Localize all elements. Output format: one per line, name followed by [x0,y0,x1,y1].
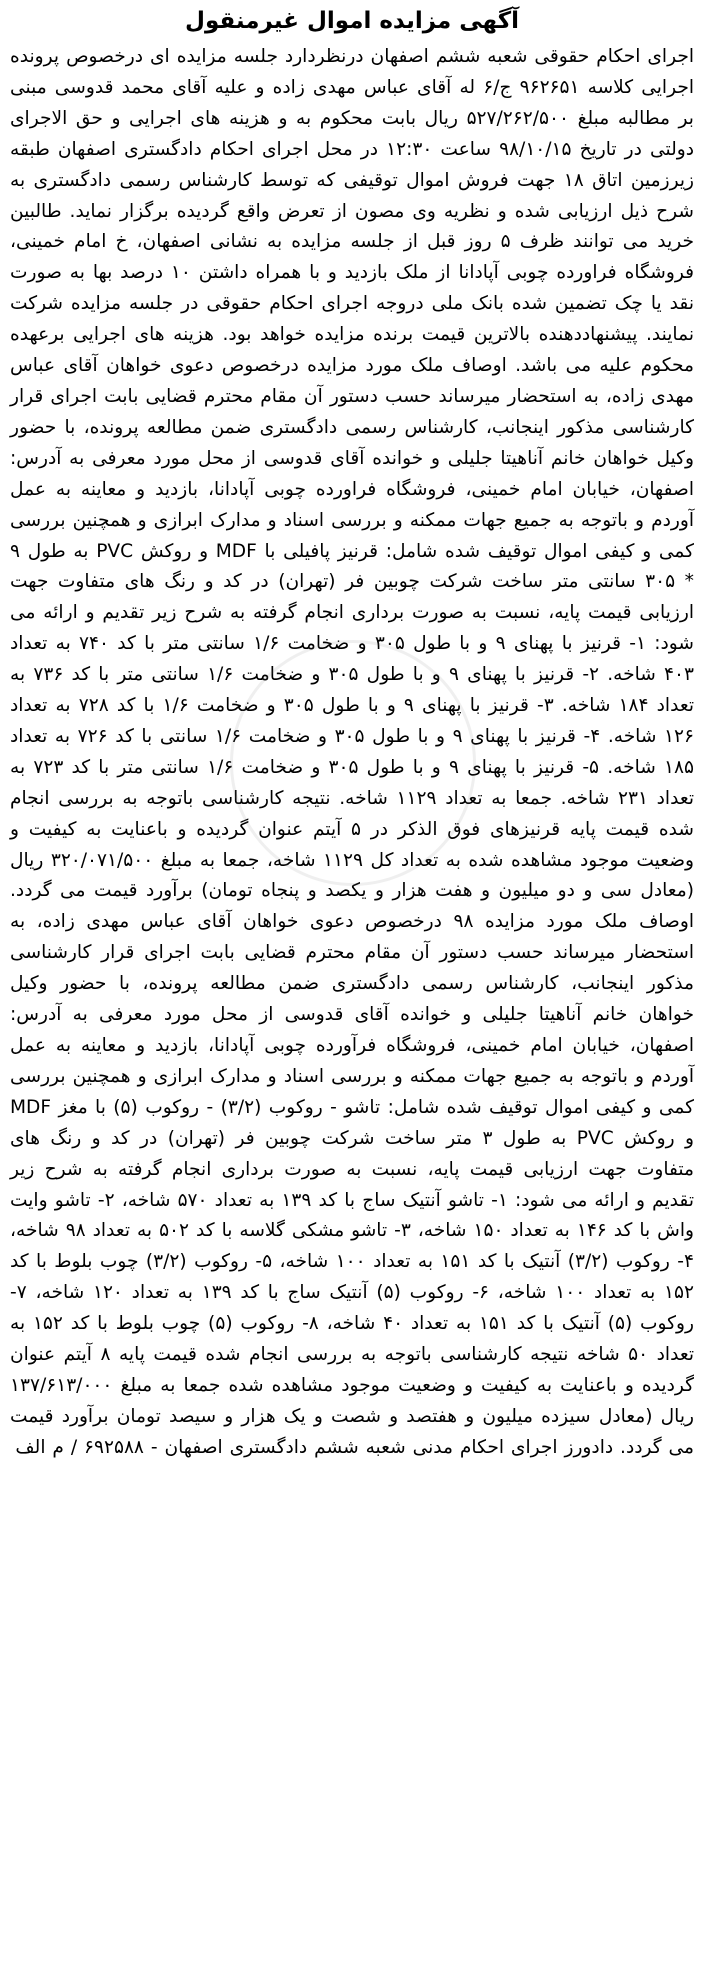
notice-title: آگهی مزایده اموال غیرمنقول [184,8,520,34]
notice-body: اجرای احکام حقوقی شعبه ششم اصفهان درنظردارد جلسه مزایده ای درخصوص پرونده اجرایی کلاسه ۹۶۲۶۵۱ ج/۶ له آقای عباس مهدی زاده و علیه آقای محمد قدوسی مبنی بر مطالبه مبلغ ۵۲۷/۲۶۲/۵۰۰ ریال بابت محکوم به و هزینه های اجرایی و حق الاجرای دولتی در تاریخ ۹۸/۱۰/۱۵ ساعت ۱۲:۳۰ در محل اجرای احکام دادگستری اصفهان طبقه زیرزمین اتاق ۱۸ جهت فروش اموال توقیفی که توسط کارشناس رسمی دادگستری به شرح ذیل ارزیابی شده و نظریه وی مصون از تعرض واقع گردیده برگزار نماید. طالبین خرید می توانند ظرف ۵ روز قبل از جلسه مزایده به نشانی اصفهان، خ امام خمینی، فروشگاه فراورده چوبی آپادانا از ملک بازدید و با همراه داشتن ۱۰ درصد بها به صورت نقد یا چک تضمین شده بانک ملی دروجه اجرای احکام حقوقی در جلسه مزایده شرکت نمایند. پیشنهاددهنده بالاترین قیمت برنده مزایده خواهد بود. هزینه های اجرایی برعهده محکوم علیه می باشد. اوصاف ملک مورد مزایده درخصوص دعوی خواهان آقای عباس مهدی زاده، به استحضار میرساند حسب دستور آن مقام محترم قضایی بابت اجرای قرار کارشناسی مذکور اینجانب، کارشناس رسمی دادگستری ضمن مطالعه پرونده، با حضور وکیل خواهان خانم آناهیتا جلیلی و خوانده آقای قدوسی از محل مورد معرفی به آدرس: اصفهان، خیابان امام خمینی، فروشگاه فراورده چوبی آپادانا، بازدید و معاینه به عمل آوردم و باتوجه به جمیع جهات ممکنه و بررسی اسناد و مدارک ابرازی و همچنین بررسی کمی و کیفی اموال توقیف شده شامل: قرنیز پافیلی با MDF و روکش PVC به طول ۹ * ۳۰۵ سانتی متر ساخت شرکت چوبین فر (تهران) در کد و رنگ های متفاوت جهت ارزیابی قیمت پایه، نسبت به صورت برداری انجام گرفته به شرح زیر تقدیم و ارائه می شود: ۱- قرنیز با پهنای ۹ و با طول ۳۰۵ و ضخامت ۱/۶ سانتی متر با کد ۷۴۰ به تعداد ۴۰۳ شاخه. ۲- قرنیز با پهنای ۹ و با طول ۳۰۵ و ضخامت ۱/۶ سانتی متر با کد ۷۳۶ به تعداد ۱۸۴ شاخه. ۳- قرنیز با پهنای ۹ و با طول ۳۰۵ و ضخامت ۱/۶ با کد ۷۲۸ به تعداد ۱۲۶ شاخه. ۴- قرنیز با پهنای ۹ و با طول ۳۰۵ و ضخامت ۱/۶ سانتی با کد ۷۲۶ به تعداد ۱۸۵ شاخه. ۵- قرنیز با پهنای ۹ و با طول ۳۰۵ و ضخامت ۱/۶ سانتی متر با کد ۷۲۳ به تعداد ۲۳۱ شاخه. جمعا به تعداد ۱۱۲۹ شاخه. نتیجه کارشناسی باتوجه به بررسی انجام شده قیمت پایه قرنیزهای فوق الذکر در ۵ آیتم عنوان گردیده و باعنایت به کیفیت و وضعیت موجود مشاهده شده به تعداد کل ۱۱۲۹ شاخه، جمعا به مبلغ ۳۲۰/۰۷۱/۵۰۰ ریال (معادل سی و دو میلیون و هفت هزار و یکصد و پنجاه تومان) برآورد قیمت می گردد. اوصاف ملک مورد مزایده ۹۸ درخصوص دعوی خواهان آقای عباس مهدی زاده، به استحضار میرساند حسب دستور آن مقام محترم قضایی بابت اجرای قرار کارشناسی مذکور اینجانب، کارشناس رسمی دادگستری ضمن مطالعه پرونده، با حضور وکیل خواهان خانم آناهیتا جلیلی و خوانده آقای قدوسی از محل مورد معرفی به آدرس: اصفهان، خیابان امام خمینی، فروشگاه فرآورده چوبی آپادانا، بازدید و معاینه به عمل آوردم و باتوجه به جمیع جهات ممکنه و بررسی اسناد و مدارک ابرازی و همچنین بررسی کمی و کیفی اموال توقیف شده شامل: تاشو - روکوب (۳/۲) - روکوب (۵) با مغز MDF و روکش PVC به طول ۳ متر ساخت شرکت چوبین فر (تهران) در کد و رنگ های متفاوت جهت ارزیابی قیمت پایه، نسبت به صورت برداری انجام گرفته به شرح زیر تقدیم و ارائه می شود: ۱- تاشو آنتیک ساج با کد ۱۳۹ به تعداد ۵۷۰ شاخه، ۲- تاشو وایت واش با کد ۱۴۶ به تعداد ۱۵۰ شاخه، ۳- تاشو مشکی گلاسه با کد ۵۰۲ به تعداد ۹۸ شاخه، ۴- روکوب (۳/۲) آنتیک با کد ۱۵۱ به تعداد ۱۰۰ شاخه، ۵- روکوب (۳/۲) چوب بلوط با کد ۱۵۲ به تعداد ۱۰۰ شاخه، ۶- روکوب (۵) آنتیک ساج با کد ۱۳۹ به تعداد ۱۲۰ شاخه، ۷- روکوب (۵) آنتیک با کد ۱۵۱ به تعداد ۴۰ شاخه، ۸- روکوب (۵) چوب بلوط با کد ۱۵۲ به تعداد ۵۰ شاخه نتیجه کارشناسی باتوجه به بررسی انجام شده قیمت پایه ۸ آیتم عنوان گردیده و باعنایت به کیفیت و وضعیت موجود مشاهده شده جمعا به مبلغ ۱۳۷/۶۱۳/۰۰۰ ریال (معادل سیزده میلیون و هفتصد و شصت و یک هزار و سیصد تومان برآورد قیمت می گردد. دادورز اجرای احکام مدنی شعبه ششم دادگستری اصفهان - ۶۹۲۵۸۸ / م الف [10,46,695,1458]
legal-notice [10,6,694,1464]
